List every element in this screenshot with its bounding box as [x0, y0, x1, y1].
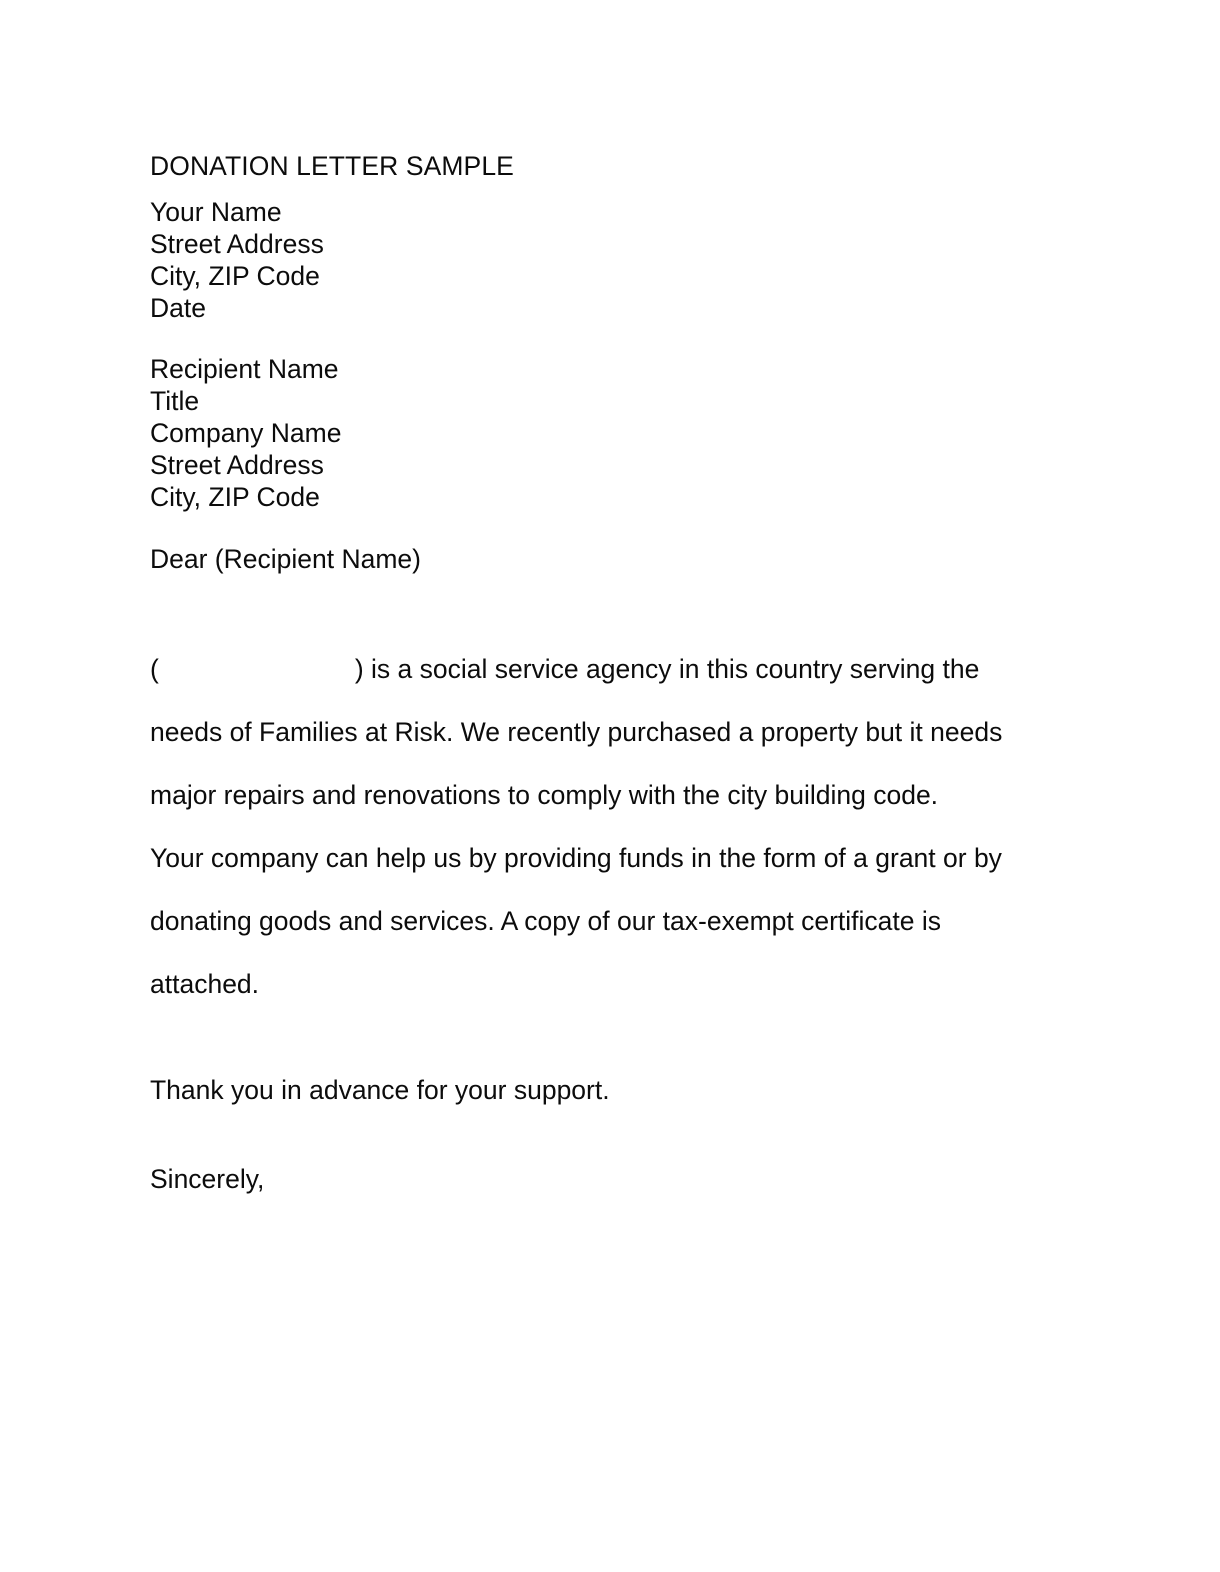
sender-address-line: Your Name: [150, 197, 282, 227]
spacer-before-salutation: [150, 513, 1050, 543]
page-title: DONATION LETTER SAMPLE: [150, 151, 514, 181]
body-paragraph: [150, 638, 1050, 1016]
sender-address-block: [150, 196, 1050, 324]
body-line-4: Your company can help us by providing funds in the form of a grant or by: [150, 843, 1002, 873]
recipient-address-block: [150, 353, 1050, 513]
organization-name-close-paren: ): [354, 654, 364, 684]
spacer-between-addresses: [150, 324, 1050, 353]
sender-address-line: City, ZIP Code: [150, 261, 320, 291]
closing-line: Sincerely,: [150, 1164, 265, 1194]
body-line-3: major repairs and renovations to comply with the city building code.: [150, 780, 939, 810]
body-line-2: needs of Families at Risk. We recently purchased a property but it needs: [150, 717, 1003, 747]
spacer-after-title: [150, 182, 1050, 196]
spacer-before-body: [150, 575, 1050, 638]
letter-body: [150, 150, 1050, 1195]
sender-address-line: Street Address: [150, 229, 324, 259]
organization-name-open-paren: (: [150, 654, 159, 684]
spacer-before-closing: [150, 1106, 1050, 1163]
recipient-address-line: City, ZIP Code: [150, 482, 320, 512]
body-line-5: donating goods and services. A copy of our tax-exempt certificate is: [150, 906, 942, 936]
sender-address-line: Date: [150, 293, 206, 323]
body-line-1: [150, 638, 1050, 701]
recipient-address-line: Company Name: [150, 418, 342, 448]
recipient-address-line: Title: [150, 386, 200, 416]
recipient-address-line: Street Address: [150, 450, 324, 480]
recipient-address-line: Recipient Name: [150, 354, 339, 384]
body-line-1-text: is a social service agency in this country serving the: [363, 654, 980, 684]
salutation: Dear (Recipient Name): [150, 544, 421, 574]
thanks-line: Thank you in advance for your support.: [150, 1075, 610, 1105]
spacer-before-thanks: [150, 1016, 1050, 1074]
body-line-6: attached.: [150, 969, 260, 999]
